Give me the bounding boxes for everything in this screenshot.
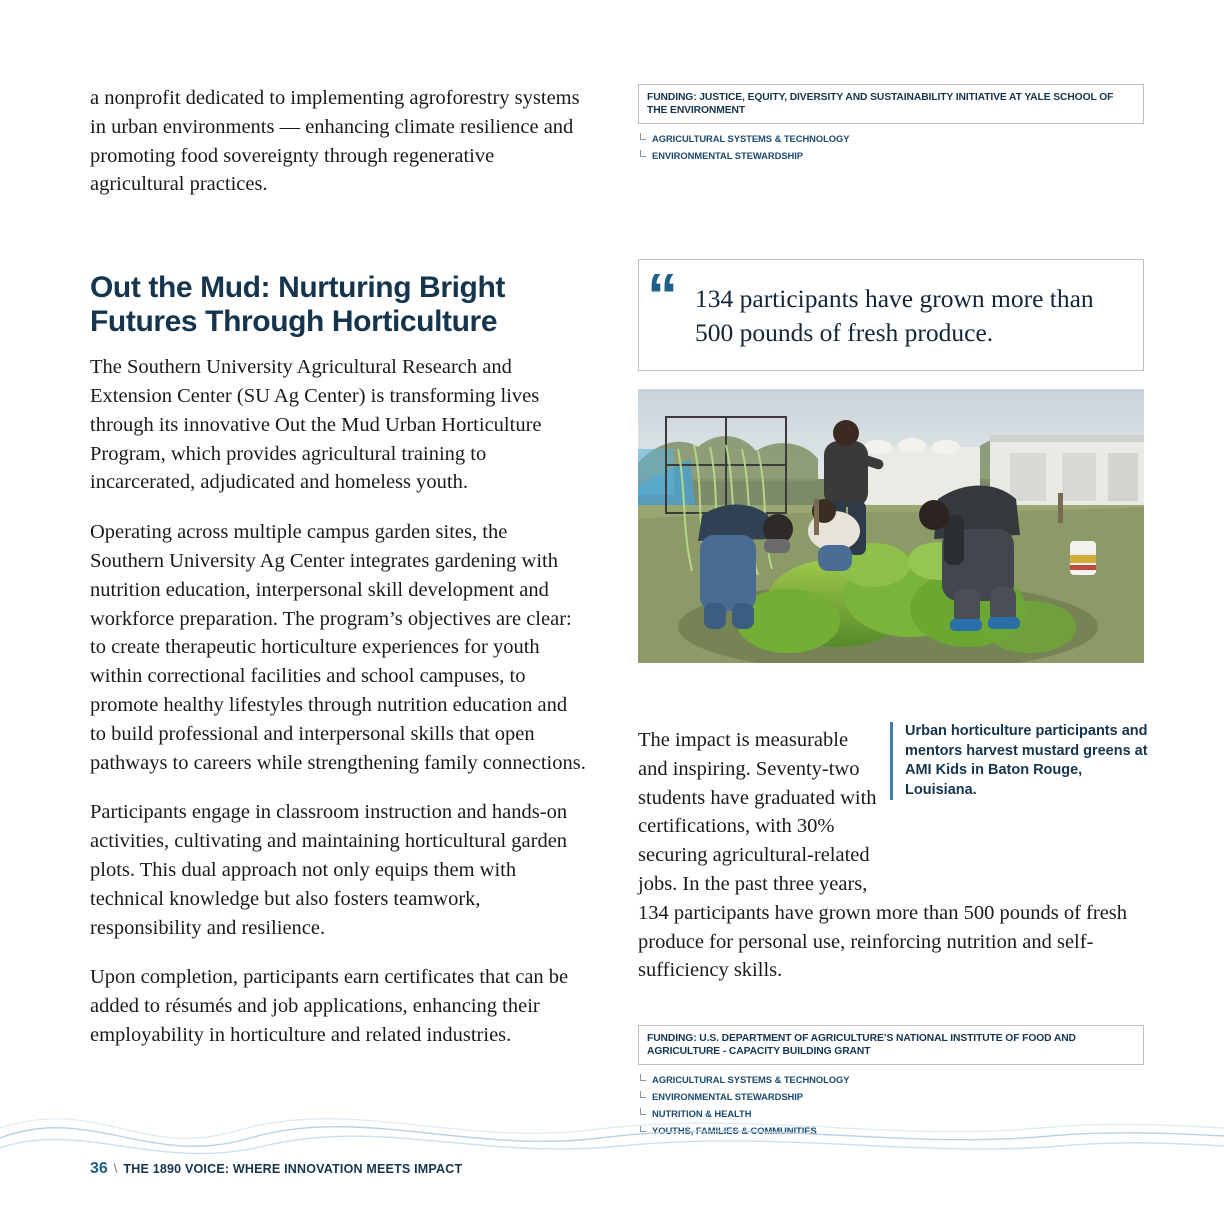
impact-paragraph-block [638,726,1144,985]
funding-tag-list [638,130,1144,164]
intro-paragraph: a nonprofit dedicated to implementing agroforestry systems in urban environments — enhancing climate resilience and promoting food sovereignty through regenerative agricultural practices. [90,87,580,196]
pull-quote-text: 134 participants have grown more than 500 pounds of fresh produce. [695,284,1094,347]
caption-spacer [882,726,1144,876]
article-photo [638,389,1144,663]
funding-block-top [638,84,1144,164]
footer-separator: \ [113,1161,118,1176]
supply-bag [1070,541,1096,575]
page-footer [90,1160,462,1178]
photo-illustration [638,389,1144,663]
right-column [638,84,1144,663]
funding-tag-list [638,1071,1144,1139]
funding-block-bottom [638,1025,1144,1139]
funding-title: FUNDING: U.S. DEPARTMENT OF AGRICULTURE’S NATIONAL INSTITUTE OF FOOD AND AGRICULTURE - CAPACITY BUILDING GRANT [647,1033,1076,1057]
body-paragraph-2: Operating across multiple campus garden sites, the Southern University Ag Center integrates gardening with nutrition education, interpersonal skill development and workforce preparation. The program’s objectives are clear: to create therapeutic horticulture experiences for youth within correctional facilities and school campuses, to promote healthy lifestyles through nutrition education and to build professional and interpersonal skills that open pathways to careers while strengthening family connections. [90,521,586,774]
impact-paragraph: The impact is measurable and inspiring. Seventy-two students have graduated with certifications, with 30% securing agricultural-related jobs. In the past three years, 134 participants have grown more than 500 pounds of fresh produce for personal use, reinforcing nutrition and self-sufficiency skills. [638,729,1128,982]
body-paragraph-1: The Southern University Agricultural Research and Extension Center (SU Ag Center) is transforming lives through its innovative Out the Mud Urban Horticulture Program, which provides agricultural training to incarcerated, adjudicated and homeless youth. [90,356,542,494]
body-paragraph-4: Upon completion, participants earn certificates that can be added to résumés and job applications, enhancing their employability in horticulture and related industries. [90,966,569,1046]
page-number: 36 [90,1160,108,1177]
quote-mark-icon: “ [647,262,678,331]
funding-title: FUNDING: JUSTICE, EQUITY, DIVERSITY AND SUSTAINABILITY INITIATIVE AT YALE SCHOOL OF THE ENVIRONMENT [647,92,1114,116]
left-column [90,84,586,1071]
funding-title-box [638,1025,1144,1065]
page-title: Out the Mud: Nurturing Bright Futures Through Horticulture [90,271,505,339]
funding-tag: NUTRITION & HEALTH [638,1105,1144,1122]
pull-quote [638,259,1144,371]
footer-text: THE 1890 VOICE: WHERE INNOVATION MEETS IMPACT [123,1162,463,1176]
funding-tag: AGRICULTURAL SYSTEMS & TECHNOLOGY [638,130,1144,147]
funding-tag: ENVIRONMENTAL STEWARDSHIP [638,1088,1144,1105]
funding-tag: ENVIRONMENTAL STEWARDSHIP [638,147,1144,164]
funding-title-box [638,84,1144,124]
funding-tag: AGRICULTURAL SYSTEMS & TECHNOLOGY [638,1071,1144,1088]
photo-caption: Urban horticulture participants and mentors harvest mustard greens at AMI Kids in Baton Rouge, Louisiana. [905,723,1148,798]
funding-tag: YOUTHS, FAMILIES & COMMUNITIES [638,1122,1144,1139]
body-paragraph-3: Participants engage in classroom instruction and hands-on activities, cultivating and maintaining horticultural garden plots. This dual approach not only equips them with technical knowledge but also fosters teamwork, responsibility and resilience. [90,801,568,939]
